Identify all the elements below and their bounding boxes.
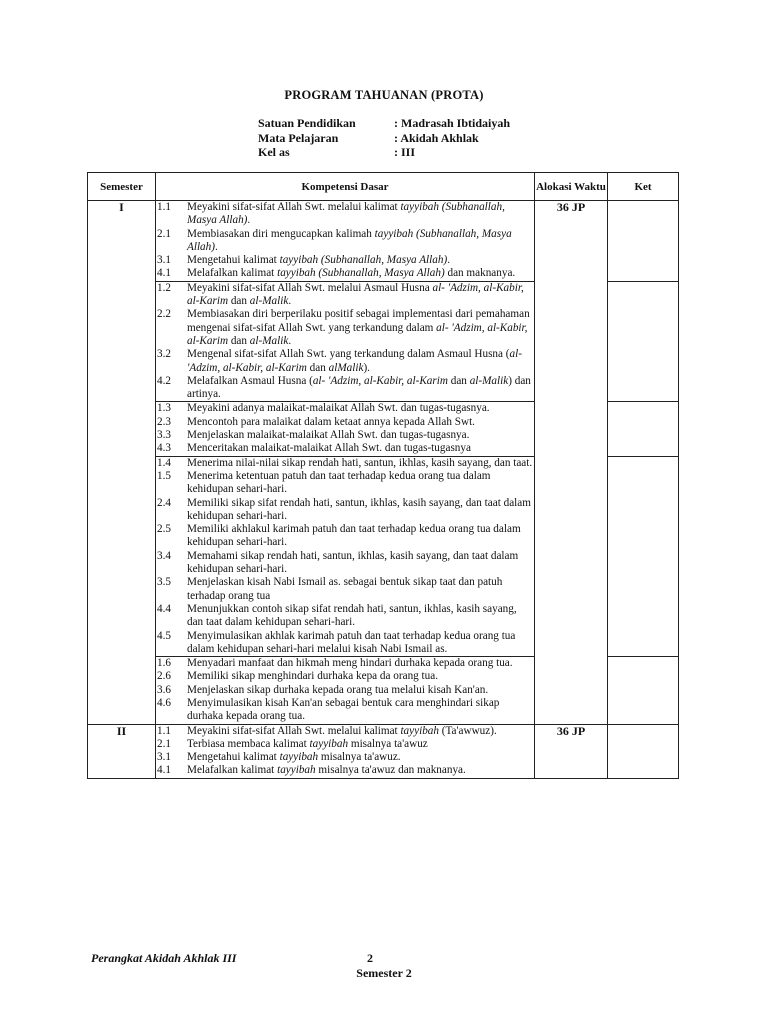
- semester-cell: II: [88, 724, 156, 778]
- kompetensi-cell: [156, 281, 535, 402]
- identity-label: Mata Pelajaran: [258, 130, 339, 145]
- kd-item: [156, 348, 534, 375]
- kompetensi-cell: [156, 201, 535, 282]
- kd-item: [156, 497, 534, 524]
- kd-number: 4.6: [157, 696, 171, 709]
- kd-item: [156, 751, 534, 764]
- kd-item: [156, 442, 534, 455]
- kd-item: [156, 402, 534, 415]
- kd-item: [156, 603, 534, 630]
- kd-number: 4.1: [157, 267, 171, 280]
- kd-number: 2.2: [157, 308, 171, 321]
- kd-item: [156, 550, 534, 577]
- kd-item: [156, 657, 534, 670]
- kd-number: 4.3: [157, 442, 171, 455]
- kd-item: [156, 670, 534, 683]
- kd-number: 2.1: [157, 737, 171, 750]
- kd-text: Menerima nilai-nilai sikap rendah hati, santun, ikhlas, kasih sayang, dan taat.: [187, 456, 533, 469]
- kd-number: 3.2: [157, 348, 171, 361]
- kd-text: Mengetahui kalimat tayyibah misalnya ta'awuz.: [187, 751, 401, 764]
- kompetensi-cell: [156, 724, 535, 778]
- kd-text: Meyakini sifat-sifat Allah Swt. melalui Asmaul Husna al- 'Adzim, al-Kabir, al-Karim dan al-Malik.: [187, 281, 524, 308]
- kd-text: Meyakini sifat-sifat Allah Swt. melalui kalimat tayyibah (Ta'awwuz).: [187, 724, 497, 737]
- kd-item: [156, 429, 534, 442]
- kd-text: Memahami sikap rendah hati, santun, ikhlas, kasih sayang, dan taat dalam kehidupan sehari-hari.: [187, 549, 519, 576]
- kd-text: Memiliki sikap menghindari durhaka kepa da orang tua.: [187, 670, 439, 683]
- kd-number: 4.5: [157, 629, 171, 642]
- kd-item: [156, 576, 534, 603]
- table-row: [88, 201, 679, 282]
- identity-label: Kel as: [258, 145, 290, 159]
- kd-number: 3.3: [157, 429, 171, 442]
- table-row: [88, 724, 679, 778]
- kd-number: 2.5: [157, 523, 171, 536]
- kd-text: Mengenal sifat-sifat Allah Swt. yang terkandung dalam Asmaul Husna (al- 'Adzim, al-Kabir, al-Karim dan alMalik).: [187, 348, 522, 374]
- identity-value: : Akidah Akhlak: [394, 130, 479, 145]
- identity-value: : Madrasah Ibtidaiyah: [394, 116, 511, 130]
- ket-cell: [608, 456, 679, 656]
- kd-item: [156, 267, 534, 280]
- ket-cell: [608, 281, 679, 402]
- kd-number: 2.1: [157, 227, 171, 240]
- kd-number: 1.4: [157, 456, 171, 469]
- kd-item: [156, 201, 534, 228]
- kd-number: 4.2: [157, 374, 171, 387]
- header-kompetensi-dasar: Kompetensi Dasar: [156, 173, 535, 201]
- kd-text: Melafalkan kalimat tayyibah misalnya ta'awuz dan maknanya.: [187, 764, 466, 777]
- kd-text: Menyadari manfaat dan hikmah meng hindari durhaka kepada orang tua.: [187, 657, 513, 670]
- kd-item: [156, 764, 534, 777]
- ket-cell: [608, 724, 679, 778]
- kd-number: 1.3: [157, 402, 171, 415]
- page-number: 2: [367, 951, 373, 965]
- kd-text: Menyimulasikan kisah Kan'an sebagai bentuk cara menghindari sikap durhaka kepada orang tua.: [187, 696, 500, 723]
- kd-text: Membiasakan diri berperilaku positif sebagai implementasi dari pemahaman mengenai sifat-sifat Allah Swt. yang terkandung dalam al- 'Adzim, al-Kabir, al-Karim dan al-Malik.: [187, 308, 530, 347]
- identity-label: Satuan Pendidikan: [258, 116, 356, 130]
- ket-cell: [608, 657, 679, 724]
- kd-number: 2.4: [157, 496, 171, 509]
- kd-text: Membiasakan diri mengucapkan kalimah tayyibah (Subhanallah, Masya Allah).: [187, 227, 512, 253]
- kd-number: 3.4: [157, 549, 171, 562]
- kd-number: 1.1: [157, 201, 171, 213]
- kd-text: Meyakini sifat-sifat Allah Swt. melalui kalimat tayyibah (Subhanallah, Masya Allah).: [187, 201, 505, 227]
- footer-title: Perangkat Akidah Akhlak III: [91, 951, 237, 965]
- kd-text: Meyakini adanya malaikat-malaikat Allah Swt. dan tugas-tugasnya.: [187, 402, 490, 415]
- kd-item: [156, 282, 534, 309]
- kd-item: [156, 228, 534, 255]
- kd-number: 3.1: [157, 751, 171, 764]
- ket-cell: [608, 201, 679, 282]
- header-alokasi-waktu: Alokasi Waktu: [535, 173, 608, 201]
- kompetensi-cell: [156, 657, 535, 724]
- kd-text: Melafalkan Asmaul Husna (al- 'Adzim, al-Kabir, al-Karim dan al-Malik) dan artinya.: [187, 374, 531, 401]
- kd-number: 3.1: [157, 254, 171, 267]
- kd-text: Menyimulasikan akhlak karimah patuh dan taat terhadap kedua orang tua dalam kehidupan sehari-hari melalui kisah Nabi Ismail as.: [187, 629, 516, 655]
- kd-number: 2.3: [157, 415, 171, 428]
- kd-text: Terbiasa membaca kalimat tayyibah misalnya ta'awuz: [187, 737, 428, 750]
- kompetensi-cell: [156, 402, 535, 456]
- kd-item: [156, 457, 534, 470]
- kompetensi-cell: [156, 456, 535, 656]
- kd-number: 1.2: [157, 281, 171, 294]
- kd-text: Mencontoh para malaikat dalam ketaat annya kepada Allah Swt.: [187, 415, 475, 428]
- header-ket: Ket: [608, 173, 679, 201]
- kd-number: 4.1: [157, 764, 171, 777]
- kd-number: 1.6: [157, 657, 171, 670]
- kd-text: Melafalkan kalimat tayyibah (Subhanallah, Masya Allah) dan maknanya.: [187, 267, 516, 280]
- ket-cell: [608, 402, 679, 456]
- kd-number: 4.4: [157, 602, 171, 615]
- kd-text: Mengetahui kalimat tayyibah (Subhanallah, Masya Allah).: [187, 254, 450, 267]
- kd-number: 1.1: [157, 724, 171, 737]
- kd-text: Menjelaskan sikap durhaka kepada orang tua melalui kisah Kan'an.: [187, 683, 489, 696]
- kd-text: Menceritakan malaikat-malaikat Allah Swt. dan tugas-tugasnya: [187, 442, 471, 455]
- semester-cell: I: [88, 201, 156, 725]
- table-body: [88, 201, 679, 779]
- header-semester: Semester: [88, 173, 156, 201]
- kd-text: Menjelaskan kisah Nabi Ismail as. sebagai bentuk sikap taat dan patuh terhadap orang tua: [187, 576, 503, 602]
- kd-item: [156, 416, 534, 429]
- document-title: PROGRAM TAHUANAN (PROTA): [284, 88, 484, 102]
- kd-text: Memiliki akhlakul karimah patuh dan taat terhadap kedua orang tua dalam kehidupan sehari-hari.: [187, 523, 521, 549]
- prota-table: [87, 172, 679, 779]
- kd-number: 1.5: [157, 469, 171, 482]
- alokasi-cell: 36 JP: [535, 724, 608, 778]
- kd-number: 2.6: [157, 670, 171, 683]
- kd-text: Menunjukkan contoh sikap sifat rendah hati, santun, ikhlas, kasih sayang, dan taat dalam kehidupan sehari-hari.: [187, 602, 517, 629]
- kd-item: [156, 470, 534, 497]
- kd-text: Menjelaskan malaikat-malaikat Allah Swt. dan tugas-tugasnya.: [187, 429, 470, 442]
- kd-item: [156, 684, 534, 697]
- table-header-row: [88, 173, 679, 201]
- footer-semester: Semester 2: [356, 966, 412, 980]
- kd-item: [156, 630, 534, 657]
- kd-item: [156, 725, 534, 738]
- kd-item: [156, 697, 534, 724]
- kd-text: Memiliki sikap sifat rendah hati, santun, ikhlas, kasih sayang, dan taat dalam kehidupan sehari-hari.: [187, 496, 531, 522]
- kd-text: Menerima ketentuan patuh dan taat terhadap kedua orang tua dalam kehidupan sehari-hari.: [187, 469, 491, 496]
- kd-number: 3.5: [157, 576, 171, 589]
- identity-value: : III: [394, 145, 416, 159]
- kd-item: [156, 308, 534, 348]
- kd-item: [156, 523, 534, 550]
- kd-number: 3.6: [157, 683, 171, 696]
- kd-item: [156, 254, 534, 267]
- alokasi-cell: 36 JP: [535, 201, 608, 725]
- kd-item: [156, 375, 534, 402]
- kd-item: [156, 738, 534, 751]
